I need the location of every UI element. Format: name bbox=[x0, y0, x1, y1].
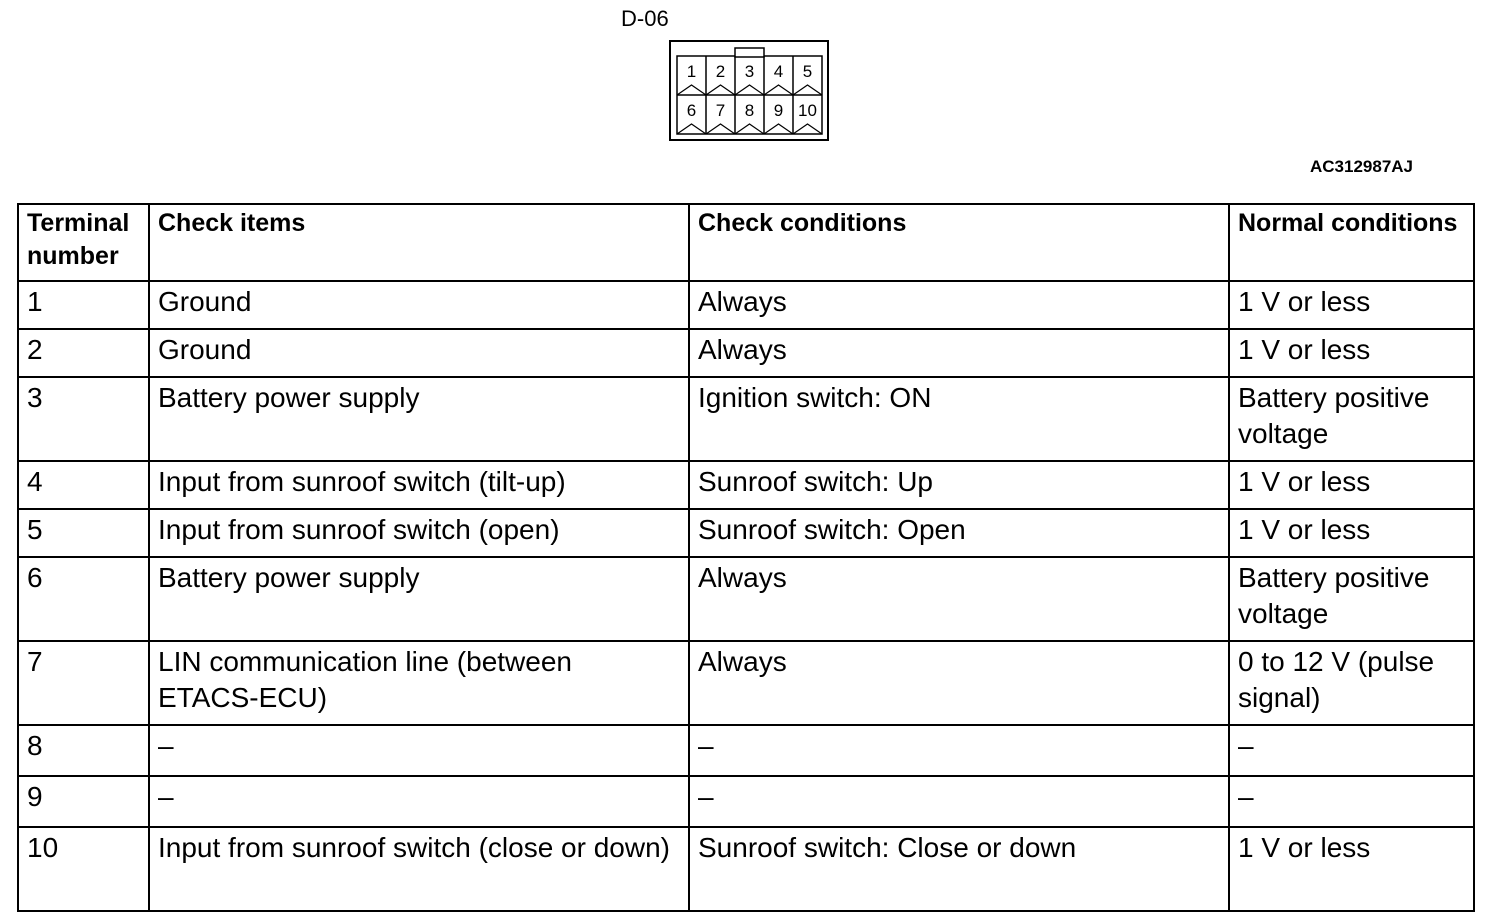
pin-number: 9 bbox=[773, 101, 784, 120]
cell-normal-condition: – bbox=[1229, 725, 1474, 776]
cell-terminal: 9 bbox=[18, 776, 149, 827]
cell-terminal: 4 bbox=[18, 461, 149, 509]
pin-number: 7 bbox=[715, 101, 726, 120]
cell-check-condition: Sunroof switch: Close or down bbox=[689, 827, 1229, 911]
cell-check-item: Input from sunroof switch (close or down) bbox=[149, 827, 689, 911]
header-check-conditions: Check conditions bbox=[689, 204, 1229, 281]
terminal-check-table bbox=[17, 203, 1475, 912]
pin-number: 1 bbox=[686, 62, 697, 81]
cell-normal-condition: 1 V or less bbox=[1229, 281, 1474, 329]
table-row bbox=[18, 776, 1474, 827]
cell-terminal: 10 bbox=[18, 827, 149, 911]
table-row bbox=[18, 509, 1474, 557]
table-row bbox=[18, 329, 1474, 377]
cell-normal-condition: Battery positive voltage bbox=[1229, 377, 1474, 461]
cell-check-condition: Always bbox=[689, 641, 1229, 725]
table-row bbox=[18, 461, 1474, 509]
cell-terminal: 1 bbox=[18, 281, 149, 329]
cell-check-item: Ground bbox=[149, 281, 689, 329]
pin-number: 5 bbox=[802, 62, 813, 81]
cell-check-condition: Always bbox=[689, 557, 1229, 641]
cell-check-condition: – bbox=[689, 776, 1229, 827]
cell-normal-condition: – bbox=[1229, 776, 1474, 827]
cell-check-item: Input from sunroof switch (open) bbox=[149, 509, 689, 557]
table-row bbox=[18, 641, 1474, 725]
figure-code: AC312987AJ bbox=[1310, 157, 1414, 176]
cell-normal-condition: Battery positive voltage bbox=[1229, 557, 1474, 641]
cell-check-condition: Sunroof switch: Open bbox=[689, 509, 1229, 557]
table-row bbox=[18, 827, 1474, 911]
cell-check-condition: Ignition switch: ON bbox=[689, 377, 1229, 461]
cell-terminal: 3 bbox=[18, 377, 149, 461]
table-row bbox=[18, 725, 1474, 776]
pin-number: 3 bbox=[744, 62, 755, 81]
table-row bbox=[18, 377, 1474, 461]
pin-number: 4 bbox=[773, 62, 784, 81]
cell-check-item: LIN communication line (between ETACS-ECU) bbox=[149, 641, 689, 725]
cell-normal-condition: 1 V or less bbox=[1229, 827, 1474, 911]
connector-diagram bbox=[669, 40, 831, 142]
table-row bbox=[18, 557, 1474, 641]
cell-check-item: Battery power supply bbox=[149, 377, 689, 461]
cell-normal-condition: 0 to 12 V (pulse signal) bbox=[1229, 641, 1474, 725]
header-terminal-number: Terminal number bbox=[18, 204, 149, 281]
cell-check-condition: Always bbox=[689, 329, 1229, 377]
cell-terminal: 5 bbox=[18, 509, 149, 557]
cell-terminal: 2 bbox=[18, 329, 149, 377]
cell-check-condition: – bbox=[689, 725, 1229, 776]
cell-check-item: Battery power supply bbox=[149, 557, 689, 641]
cell-check-item: Input from sunroof switch (tilt-up) bbox=[149, 461, 689, 509]
cell-terminal: 6 bbox=[18, 557, 149, 641]
header-normal-conditions: Normal conditions bbox=[1229, 204, 1474, 281]
cell-normal-condition: 1 V or less bbox=[1229, 461, 1474, 509]
cell-check-condition: Always bbox=[689, 281, 1229, 329]
connector-lock-tab bbox=[735, 48, 764, 57]
pin-number: 8 bbox=[744, 101, 755, 120]
table-header-row bbox=[18, 204, 1474, 281]
cell-normal-condition: 1 V or less bbox=[1229, 329, 1474, 377]
cell-normal-condition: 1 V or less bbox=[1229, 509, 1474, 557]
cell-check-condition: Sunroof switch: Up bbox=[689, 461, 1229, 509]
header-check-items: Check items bbox=[149, 204, 689, 281]
table-row bbox=[18, 281, 1474, 329]
cell-terminal: 8 bbox=[18, 725, 149, 776]
cell-check-item: – bbox=[149, 725, 689, 776]
pin-number: 2 bbox=[715, 62, 726, 81]
cell-check-item: – bbox=[149, 776, 689, 827]
cell-check-item: Ground bbox=[149, 329, 689, 377]
connector-face bbox=[669, 40, 831, 142]
pin-number: 10 bbox=[798, 101, 817, 120]
connector-label: D-06 bbox=[621, 6, 669, 31]
cell-terminal: 7 bbox=[18, 641, 149, 725]
pin-number: 6 bbox=[686, 101, 697, 120]
